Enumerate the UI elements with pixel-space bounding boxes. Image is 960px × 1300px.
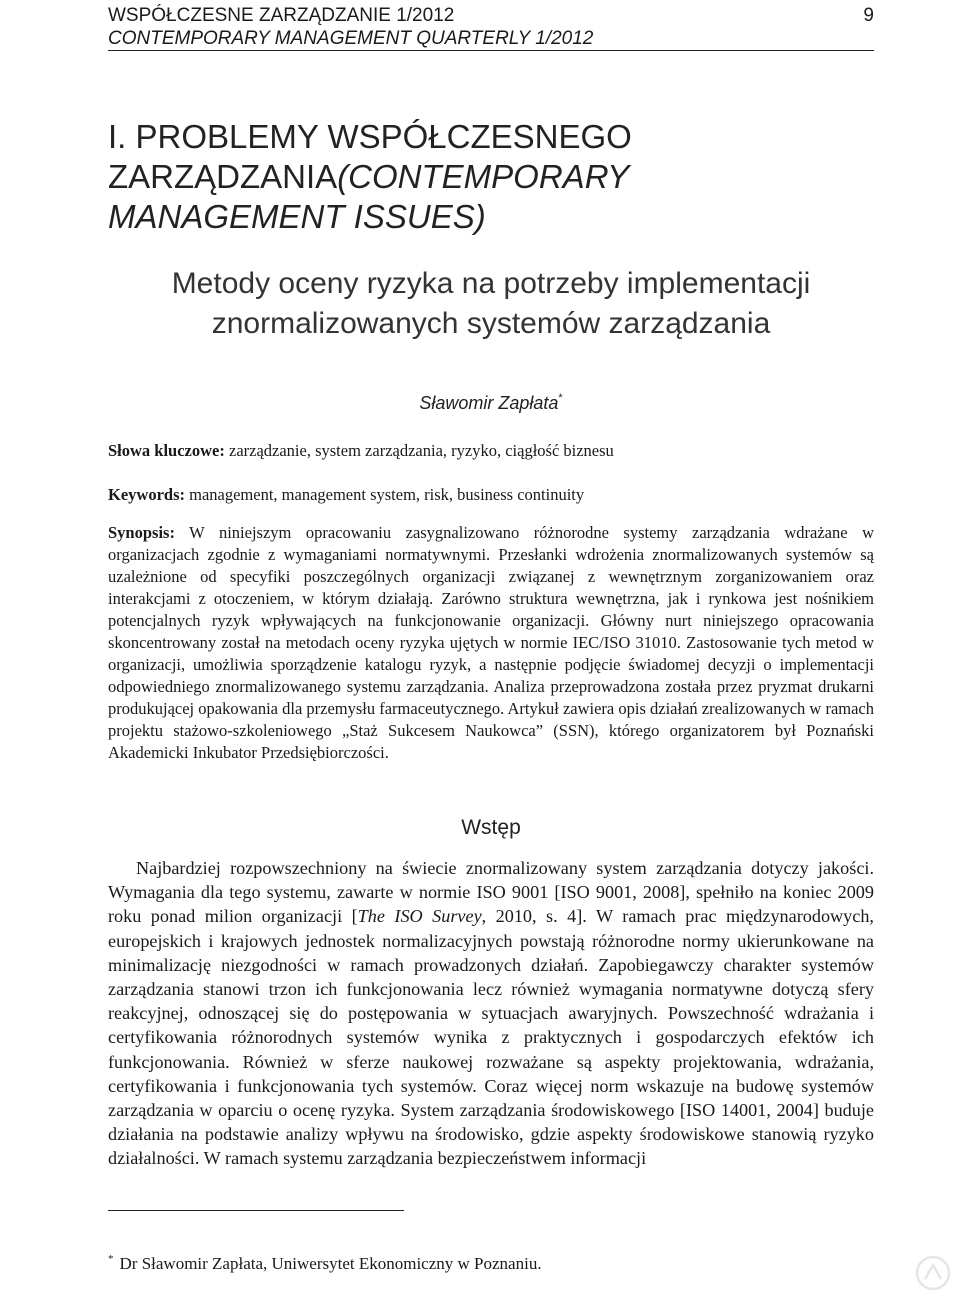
- footnote: [108, 1248, 874, 1275]
- running-header: [108, 4, 874, 51]
- footnote-text: Dr Sławomir Zapłata, Uniwersytet Ekonomiczny w Poznaniu.: [119, 1254, 542, 1273]
- synopsis-text: W niniejszym opracowaniu zasygnalizowano różnorodne systemy zarządzania wdrażane w organizacjach zgodnie z wymaganiami normatywnymi. Przesłanki wdrożenia znormalizowanych systemów są uzależnione od specyfiki poszczególnych organizacji związanej z wewnętrznym zorganizowaniem oraz interakcjami z otoczeniem, w którym działają. Zarówno struktura wewnętrzna, jak i rynkowa jest nośnikiem potencjalnych ryzyk wpływających na funkcjonowanie organizacji. Główny nurt niniejszego opracowania skoncentrowany został na metodach oceny ryzyka ujętych w normie IEC/ISO 31010. Zastosowanie tych metod w organizacji, umożliwia sporządzenie katalogu ryzyk, a następnie podjęcie świadomej decyzji o implementacji odpowiedniego znormalizowanego systemu zarządzania. Analiza przeprowadzona została przez pryzmat drukarni produkującej opakowania dla przemysłu farmaceutycznego. Artykuł zawiera opis działań zrealizowanych w ramach projektu stażowo-szkoleniowego „Staż Sukcesem Naukowca” (SSN), którego organizatorem był Poznański Akademicki Inkubator Przedsiębiorczości.: [108, 523, 875, 762]
- author: [108, 392, 874, 414]
- author-footnote-mark: *: [558, 392, 563, 404]
- keywords-pl-text: zarządzanie, system zarządzania, ryzyko, ciągłość biznesu: [229, 441, 614, 460]
- synopsis-label: Synopsis:: [108, 523, 175, 542]
- section-title-line1: I. PROBLEMY WSPÓŁCZESNEGO: [108, 118, 632, 155]
- intro-text-part1: Najbardziej rozpowszechniony na świecie znormalizowany system zarządzania dotyczy jakości. Wymagania dla tego systemu, zawarte w normie ISO 9001 [ISO 9001, 2008], spełniło na koniec 2009 roku ponad milion organizacji [: [108, 858, 874, 927]
- keywords-en-label: Keywords:: [108, 485, 185, 504]
- keywords-pl-label: Słowa kluczowe:: [108, 441, 225, 460]
- intro-paragraph: [108, 856, 874, 1171]
- author-name: Sławomir Zapłata: [419, 393, 559, 413]
- footnote-mark: *: [108, 1253, 114, 1265]
- journal-title-pl: WSPÓŁCZESNE ZARZĄDZANIE 1/2012: [108, 5, 455, 26]
- intro-heading: Wstęp: [461, 816, 521, 839]
- cited-title: The ISO Survey: [357, 906, 482, 927]
- journal-title-en: CONTEMPORARY MANAGEMENT QUARTERLY 1/2012: [108, 28, 594, 49]
- section-title: [108, 117, 874, 237]
- keywords-en: [108, 484, 874, 506]
- intro-text-part2: , 2010, s. 4]. W ramach prac międzynarodowych, europejskich i krajowych jednostek normalizacyjnych powstają różnorodne normy ukierunkowane na minimalizację niezgodności w ramach prowadzonych działań. Zapobiegawczy charakter systemów zarządzania stanowi trzon ich funkcjonowania lecz również wymagania normatywne dotyczą sfery reakcyjnej, odnoszącej się do postępowania w sytuacjach awaryjnych. Powszechność wdrażania i certyfikowania różnorodnych systemów wynika z praktycznych i gospodarczych efektów ich funkcjonowania. Również w sferze naukowej rozważane są aspekty projektowania, wdrażania, certyfikowania i funkcjonowania tych systemów. Coraz więcej norm wskazuje na budowę systemów zarządzania w oparciu o ocenę ryzyka. System zarządzania środowiskowego [ISO 14001, 2004] buduje działania na podstawie analizy wpływu na środowisko, gdzie aspekty środowiskowe stanowią ryzyko działalności. W ramach systemu zarządzania bezpieczeństwem informacji: [108, 906, 874, 1169]
- footnote-divider: [108, 1210, 404, 1211]
- keywords-pl: [108, 440, 874, 462]
- watermark-icon: [914, 1254, 952, 1292]
- keywords-en-text: management, management system, risk, business continuity: [189, 485, 585, 504]
- page-number: 9: [863, 5, 874, 26]
- article-title: Metody oceny ryzyka na potrzeby implementacji znormalizowanych systemów zarządzania: [171, 267, 811, 340]
- section-title-line2: ZARZĄDZANIA: [108, 158, 338, 195]
- section-title-en: (CONTEMPORARY MANAGEMENT ISSUES): [108, 158, 629, 235]
- synopsis: [108, 522, 874, 764]
